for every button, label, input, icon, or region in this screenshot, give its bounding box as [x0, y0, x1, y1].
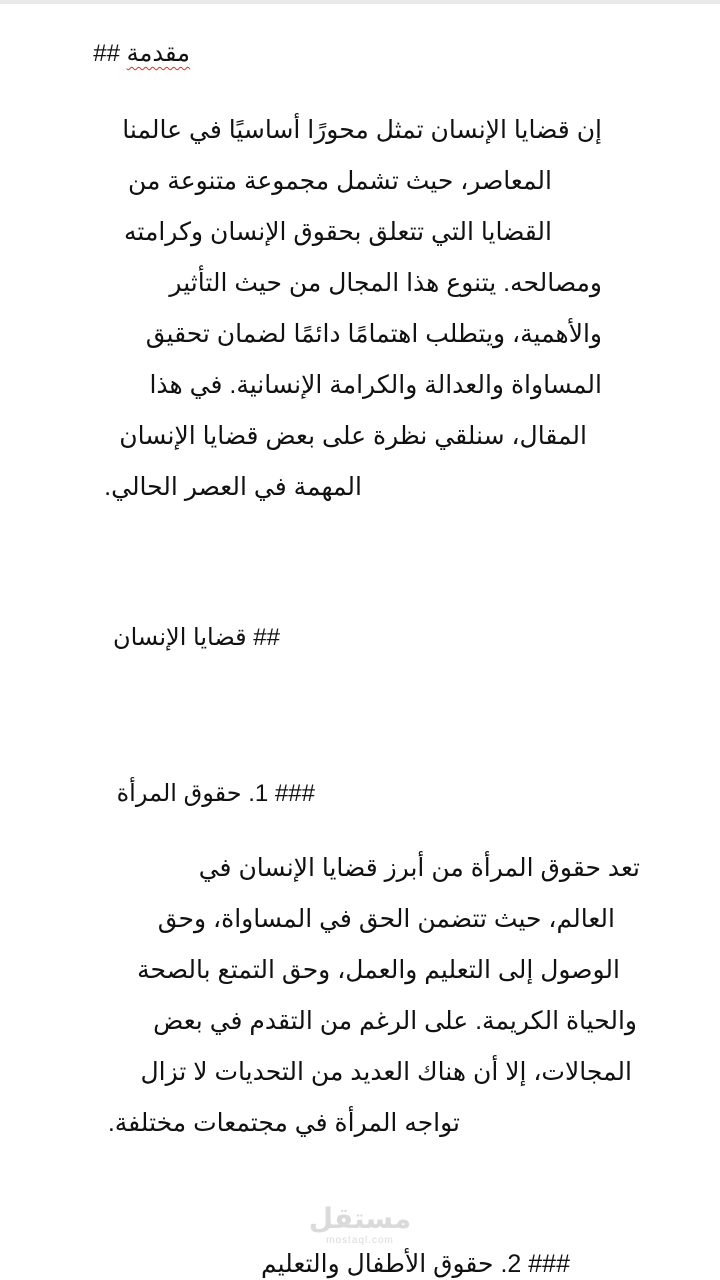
intro-heading: [93, 38, 190, 70]
subsection-heading: ### 1. حقوق المرأة: [116, 780, 315, 807]
women-line-1: تعد حقوق المرأة من أبرز قضايا الإنسان في: [198, 854, 640, 882]
women-line-6: تواجه المرأة في مجتمعات مختلفة.: [107, 1109, 460, 1137]
women-line-3: الوصول إلى التعليم والعمل، وحق التمتع بالصحة: [137, 956, 620, 984]
intro-line-1: إن قضايا الإنسان تمثل محورًا أساسيًا في عالمنا: [122, 116, 602, 144]
cutoff-line-text: ### 2. حقوق الأطفال والتعليم: [260, 1250, 570, 1278]
intro-line-7: المقال، سنلقي نظرة على بعض قضايا الإنسان: [119, 422, 587, 450]
section-heading: ## قضايا الإنسان: [112, 624, 280, 651]
cutoff-line: [10, 1250, 570, 1278]
intro-line-5: والأهمية، ويتطلب اهتمامًا دائمًا لضمان تحقيق: [145, 320, 602, 348]
women-line-5: المجالات، إلا أن هناك العديد من التحديات لا تزال: [140, 1058, 632, 1086]
women-line-4: والحياة الكريمة. على الرغم من التقدم في بعض: [153, 1007, 637, 1035]
watermark-latin: mostaql.com: [326, 1235, 394, 1246]
intro-line-2: المعاصر، حيث تشمل مجموعة متنوعة من: [127, 167, 552, 195]
mostaql-watermark: [300, 1204, 420, 1252]
intro-line-8: المهمة في العصر الحالي.: [104, 473, 362, 501]
intro-line-4: ومصالحه. يتنوع هذا المجال من حيث التأثير: [169, 269, 602, 297]
watermark-arabic: مستقل: [308, 1203, 412, 1234]
intro-line-6: المساواة والعدالة والكرامة الإنسانية. في هذا: [149, 371, 602, 399]
intro-line-3: القضايا التي تتعلق بحقوق الإنسان وكرامته: [124, 218, 552, 246]
intro-heading-marker: ##: [93, 40, 120, 67]
intro-heading-word: مقدمة: [126, 40, 190, 67]
women-line-2: العالم، حيث تتضمن الحق في المساواة، وحق: [157, 905, 615, 933]
